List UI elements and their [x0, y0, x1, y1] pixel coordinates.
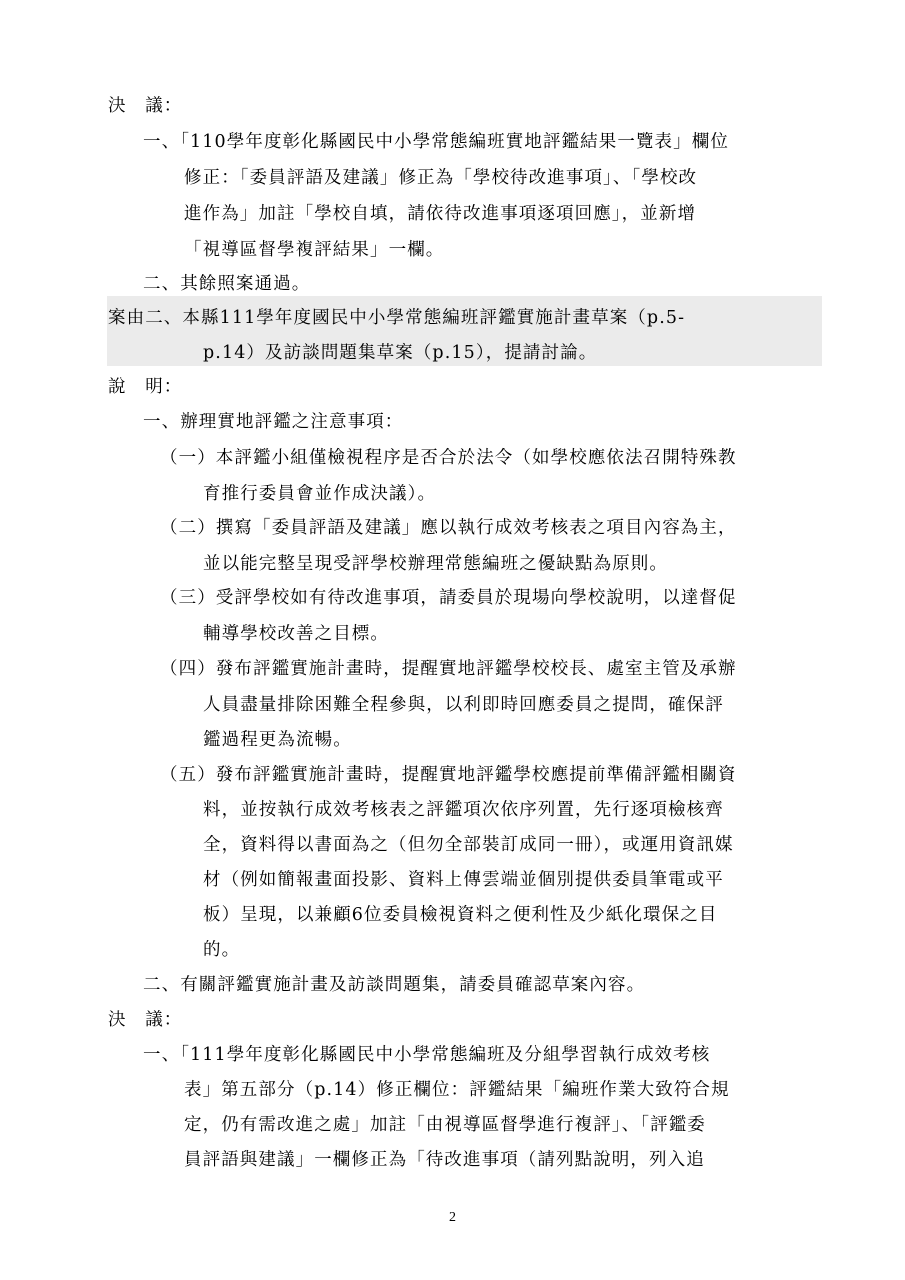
- resolution-item-1-line: 修正：「委員評語及建議」修正為「學校待改進事項」、「學校改: [184, 168, 698, 188]
- sub-item-5: （五）發布評鑑實施計畫時，提醒實地評鑑學校應提前準備評鑑相關資: [160, 765, 737, 785]
- resolution2-item-1-line: 定，仍有需改進之處」加註「由視導區督學進行複評」、「評鑑委: [184, 1115, 706, 1135]
- sub-item-3: （三）受評學校如有待改進事項，請委員於現場向學校說明，以達督促: [160, 588, 737, 608]
- explanation-item-2: 二、有關評鑑實施計畫及訪談問題集，請委員確認草案內容。: [143, 975, 646, 995]
- sub-item-4-line: 鑑過程更為流暢。: [203, 730, 352, 750]
- sub-item-3-line: 輔導學校改善之目標。: [203, 624, 389, 644]
- resolution2-item-1-line: 員評語與建議」一欄修正為「待改進事項（請列點說明，列入追: [184, 1150, 705, 1170]
- explanation-heading: 說 明：: [108, 377, 183, 397]
- sub-item-1-line: 育推行委員會並作成決議）。: [203, 484, 437, 504]
- sub-item-2-line: 並以能完整呈現受評學校辦理常態編班之優缺點為原則。: [203, 554, 668, 574]
- proposal-title: 案由二、本縣111學年度國民中小學常態編班評鑑實施計畫草案（p.5-: [108, 308, 686, 328]
- explanation-item-1: 一、辦理實地評鑑之注意事項：: [143, 412, 404, 432]
- sub-item-4-line: 人員盡量排除困難全程參與，以利即時回應委員之提問，確保評: [203, 695, 724, 715]
- page-number: 2: [449, 1210, 456, 1225]
- resolution2-item-1: 一、「111學年度彰化縣國民中小學常態編班及分組學習執行成效考核: [143, 1045, 711, 1065]
- resolution-heading-2: 決 議：: [108, 1010, 183, 1030]
- resolution-item-2: 二、其餘照案通過。: [143, 274, 311, 294]
- resolution-item-1: 一、「110學年度彰化縣國民中小學常態編班實地評鑑結果一覽表」欄位: [143, 132, 729, 152]
- sub-item-4: （四）發布評鑑實施計畫時，提醒實地評鑑學校校長、處室主管及承辦: [160, 659, 737, 679]
- sub-item-5-line: 材（例如簡報畫面投影、資料上傳雲端並個別提供委員筆電或平: [203, 870, 724, 890]
- resolution-heading: 決 議：: [108, 96, 183, 116]
- resolution2-item-1-line: 表」第五部分（p.14）修正欄位：評鑑結果「編班作業大致符合規: [184, 1080, 730, 1100]
- resolution-item-1-line: 進作為」加註「學校自填，請依待改進事項逐項回應」，並新增: [184, 204, 697, 224]
- sub-item-1: （一）本評鑑小組僅檢視程序是否合於法令（如學校應依法召開特殊教: [160, 448, 737, 468]
- resolution-item-1-line: 「視導區督學複評結果」一欄。: [184, 240, 445, 260]
- sub-item-5-line: 板）呈現，以兼顧6位委員檢視資料之便利性及少紙化環保之目: [203, 905, 718, 925]
- sub-item-5-line: 全，資料得以書面為之（但勿全部裝訂成同一冊），或運用資訊媒: [203, 835, 734, 855]
- sub-item-2: （二）撰寫「委員評語及建議」應以執行成效考核表之項目內容為主，: [160, 518, 737, 538]
- sub-item-5-line: 料，並按執行成效考核表之評鑑項次依序列置，先行逐項檢核齊: [203, 800, 724, 820]
- proposal-title-line: p.14）及訪談問題集草案（p.15），提請討論。: [203, 343, 598, 363]
- sub-item-5-line: 的。: [203, 940, 241, 960]
